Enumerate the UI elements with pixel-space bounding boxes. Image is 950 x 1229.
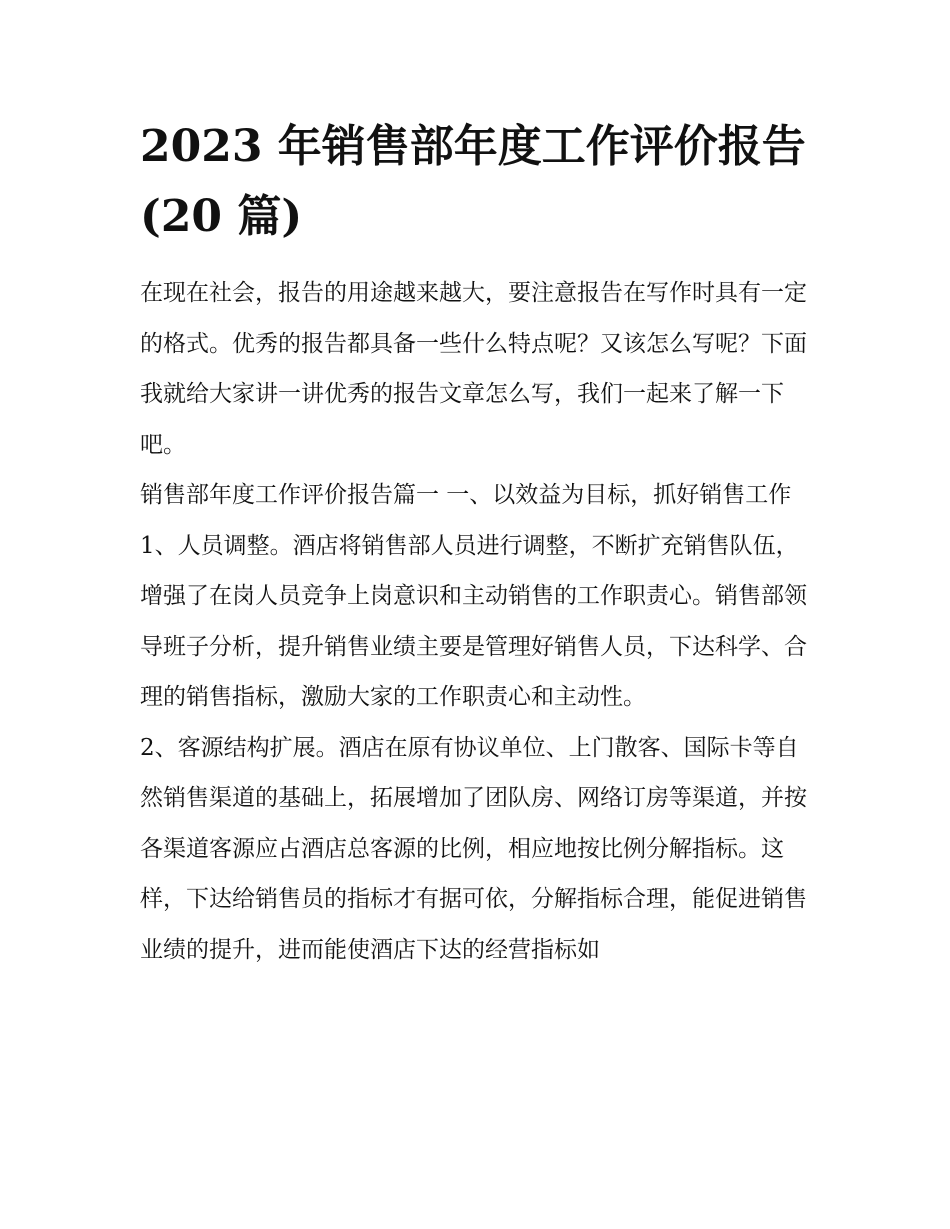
document-body bbox=[140, 112, 815, 975]
document-title: 2023 年销售部年度工作评价报告(20 篇) bbox=[140, 121, 806, 242]
intro-paragraph: 在现在社会，报告的用途越来越大，要注意报告在写作时具有一定的格式。优秀的报告都具备一些什么特点呢？又该怎么写呢？下面我就给大家讲一讲优秀的报告文章怎么写，我们一起来了解一下吧。 bbox=[140, 280, 807, 458]
customer-source-paragraph: 2、客源结构扩展。酒店在原有协议单位、上门散客、国际卡等自然销售渠道的基础上，拓展增加了团队房、网络订房等渠道，并按各渠道客源应占酒店总客源的比例，相应地按比例分解指标。这样，下达给销售员的指标才有据可依，分解指标合理，能促进销售业绩的提升，进而能使酒店下达的经营指标如 bbox=[140, 734, 807, 963]
section-heading-paragraph: 销售部年度工作评价报告篇一 一、以效益为目标，抓好销售工作 bbox=[140, 482, 792, 508]
personnel-adjustment-paragraph: 1、人员调整。酒店将销售部人员进行调整，不断扩充销售队伍，增强了在岗人员竞争上岗意识和主动销售的工作职责心。销售部领导班子分析，提升销售业绩主要是管理好销售人员，下达科学、合理的销售指标，激励大家的工作职责心和主动性。 bbox=[140, 532, 807, 710]
